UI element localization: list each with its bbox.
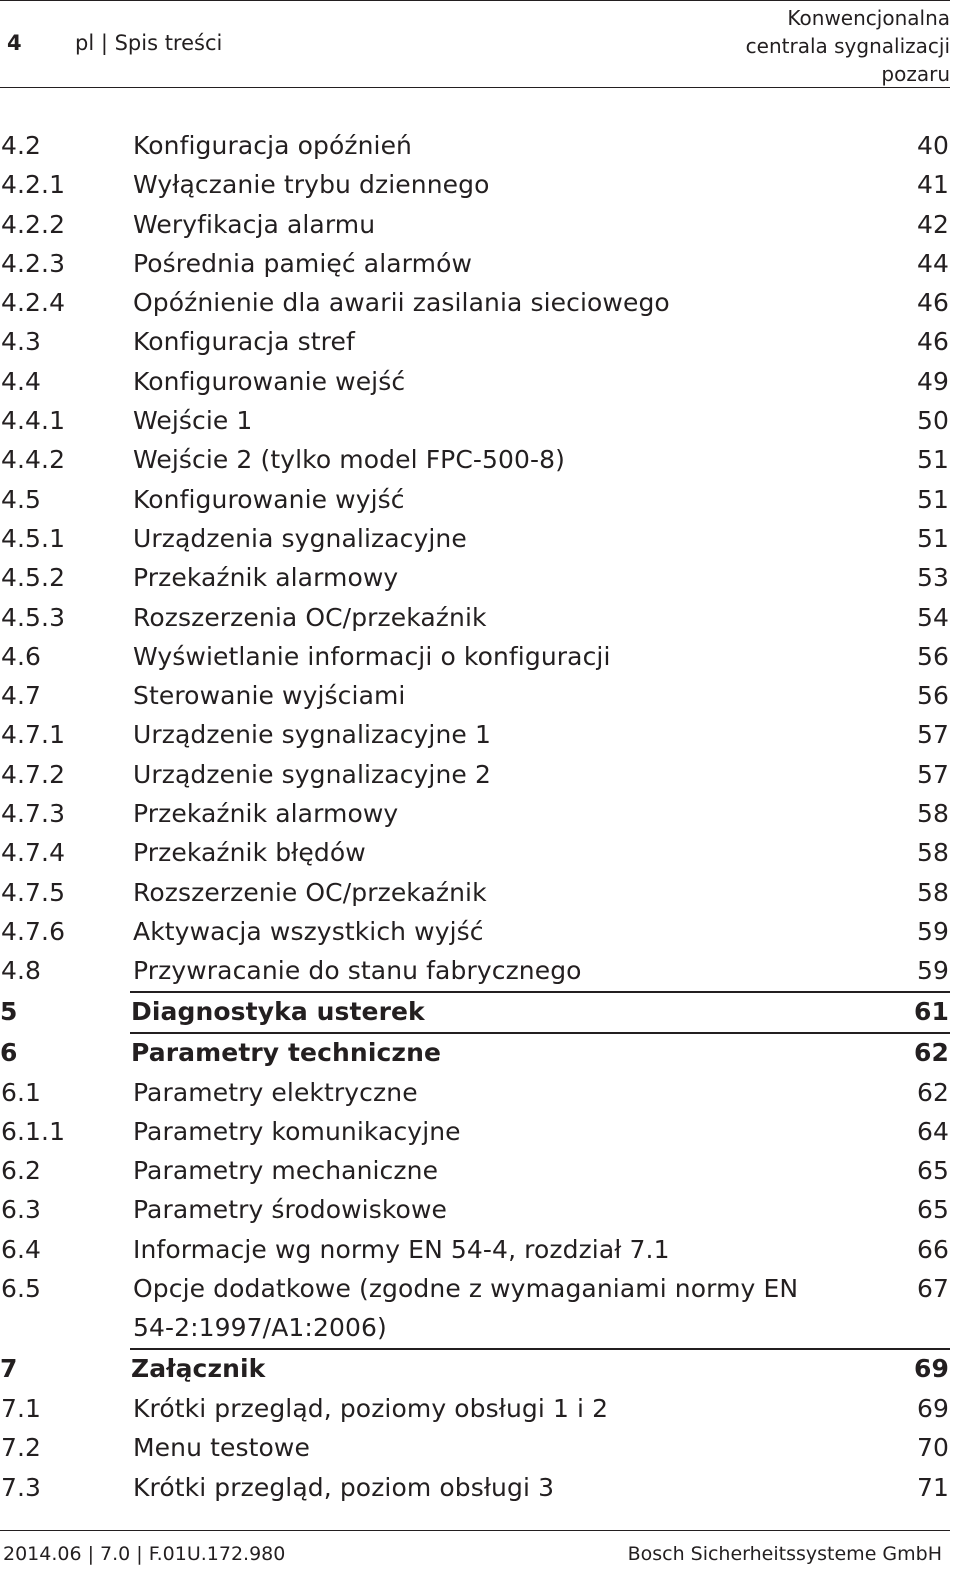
toc-entry[interactable] (0, 1468, 950, 1507)
toc-entry-title: Weryfikacja alarmu (133, 209, 376, 239)
footer-company: Bosch Sicherheitssysteme GmbH (627, 1543, 942, 1565)
toc-entry-page: 58 (916, 838, 949, 868)
toc-entry-page: 61 (914, 996, 949, 1026)
toc-entry-page: 56 (916, 681, 949, 711)
toc-entry-page: 59 (916, 916, 949, 946)
toc-entry-number: 7.3 (1, 1472, 42, 1502)
toc-entry-page: 46 (916, 327, 949, 357)
toc-entry-title: Opóźnienie dla awarii zasilania sieciowego (133, 288, 670, 318)
toc-entry-number: 6.1.1 (1, 1116, 66, 1146)
toc-entry-page: 59 (916, 956, 949, 986)
toc-entry-page: 53 (916, 563, 949, 593)
toc-entry-title: Przekaźnik błędów (133, 838, 366, 868)
toc-entry-title: Wejście 2 (tylko model FPC-500-8) (133, 445, 566, 475)
toc-entry-number: 4.4.1 (1, 406, 66, 436)
toc-entry-number: 4.7 (1, 681, 42, 711)
document-title-line: centrala sygnalizacji (745, 34, 950, 58)
toc-entry-page: 67 (916, 1274, 949, 1304)
toc-entry-number: 6.1 (1, 1077, 42, 1107)
toc-entry[interactable] (0, 637, 950, 676)
toc-entry[interactable] (0, 362, 950, 401)
toc-entry-title: Konfigurowanie wejść (133, 366, 406, 396)
toc-entry[interactable] (0, 401, 950, 440)
toc-entry-number: 4.2.3 (1, 248, 66, 278)
toc-entry-page: 65 (916, 1156, 949, 1186)
toc-entry-number: 4.7.3 (1, 799, 66, 829)
document-title (690, 4, 950, 88)
toc-entry-number: 4.7.5 (1, 877, 66, 907)
toc-entry-page: 58 (916, 877, 949, 907)
toc-entry[interactable] (0, 558, 950, 597)
toc-entry-title: Załącznik (131, 1354, 266, 1384)
toc-entry-number: 6 (0, 1037, 18, 1067)
toc-entry-page: 50 (916, 406, 949, 436)
toc-entry[interactable] (0, 598, 950, 637)
toc-entry[interactable] (0, 322, 950, 361)
toc-entry-number: 4.2.1 (1, 170, 66, 200)
toc-entry-number: 6.5 (1, 1274, 42, 1304)
page-header (0, 0, 950, 88)
toc-entry-page: 51 (916, 523, 949, 553)
toc-entry-page: 58 (916, 799, 949, 829)
page-footer (0, 1530, 950, 1580)
toc-entry-number: 4.5.1 (1, 523, 66, 553)
toc-entry-title: Rozszerzenia OC/przekaźnik (133, 602, 487, 632)
toc-entry-number: 4.2 (1, 131, 42, 160)
toc-entry[interactable] (0, 1230, 950, 1269)
toc-entry-number: 4.7.4 (1, 838, 66, 868)
toc-entry-number: 4.4 (1, 366, 42, 396)
toc-entry-title: Sterowanie wyjściami (133, 681, 406, 711)
toc-entry[interactable] (0, 1073, 950, 1112)
toc-entry-number: 4.7.2 (1, 759, 66, 789)
toc-entry[interactable] (0, 1190, 950, 1229)
toc-entry-title: Parametry mechaniczne (133, 1156, 439, 1186)
toc-entry-title: Krótki przegląd, poziom obsługi 3 (133, 1472, 555, 1502)
toc-entry-number: 4.6 (1, 641, 42, 671)
toc-chapter-entry[interactable] (0, 991, 950, 1032)
toc-entry-page: 54 (916, 602, 949, 632)
toc-entry[interactable] (0, 283, 950, 322)
toc-entry-title: Urządzenie sygnalizacyjne 2 (133, 759, 491, 789)
toc-entry[interactable] (0, 1112, 950, 1151)
toc-entry-number: 4.4.2 (1, 445, 66, 475)
toc-entry-title: Konfiguracja stref (133, 327, 355, 357)
toc-entry[interactable] (0, 126, 950, 165)
toc-entry-number: 4.7.1 (1, 720, 66, 750)
toc-entry[interactable] (0, 951, 950, 990)
toc-entry-page: 69 (914, 1354, 949, 1384)
toc-entry[interactable] (0, 1428, 950, 1467)
toc-entry-number: 5 (0, 996, 18, 1026)
toc-entry-title: Przekaźnik alarmowy (133, 799, 399, 829)
toc-entry-page: 62 (914, 1037, 949, 1067)
toc-entry-title: Rozszerzenie OC/przekaźnik (133, 877, 487, 907)
toc-entry-title: Konfigurowanie wyjść (133, 484, 405, 514)
toc-entry-page: 62 (916, 1077, 949, 1107)
toc-entry-page: 64 (916, 1116, 949, 1146)
toc-entry-title: Wejście 1 (133, 406, 253, 436)
toc-entry-title: Aktywacja wszystkich wyjść (133, 916, 484, 946)
toc-entry-title: Parametry komunikacyjne (133, 1116, 461, 1146)
toc-entry[interactable] (0, 205, 950, 244)
toc-entry-page: 51 (916, 484, 949, 514)
toc-entry[interactable] (0, 244, 950, 283)
toc-entry-title: Przekaźnik alarmowy (133, 563, 399, 593)
toc-entry-page: 69 (916, 1394, 949, 1424)
toc-entry-number: 6.4 (1, 1234, 42, 1264)
toc-entry-number: 4.3 (1, 327, 42, 357)
toc-entry-title: Menu testowe (133, 1433, 310, 1463)
toc-entry-page: 56 (916, 641, 949, 671)
toc-entry[interactable] (0, 873, 950, 912)
toc-entry-page: 44 (916, 248, 949, 278)
toc-entry-number: 4.5 (1, 484, 42, 514)
toc-entry[interactable] (0, 715, 950, 754)
toc-entry-title: Wyłączanie trybu dziennego (133, 170, 490, 200)
toc-chapter-entry[interactable] (0, 1032, 950, 1073)
document-title-line: pozaru (881, 62, 950, 86)
toc-entry[interactable] (0, 1389, 950, 1428)
toc-entry-number: 7.1 (1, 1394, 42, 1424)
toc-entry-page: 71 (916, 1472, 949, 1502)
toc-entry-title: Wyświetlanie informacji o konfiguracji (133, 641, 611, 671)
page-number: 4 (7, 31, 22, 55)
toc-entry-title: Konfiguracja opóźnień (133, 131, 413, 160)
toc-entry-title: Urządzenia sygnalizacyjne (133, 523, 467, 553)
toc-entry-page: 51 (916, 445, 949, 475)
toc-entry[interactable] (0, 794, 950, 833)
toc-entry[interactable] (0, 440, 950, 479)
toc-entry-page: 49 (916, 366, 949, 396)
toc-entry-number: 7.2 (1, 1433, 42, 1463)
toc-entry-number: 4.7.6 (1, 916, 66, 946)
toc-entry-number: 4.2.2 (1, 209, 66, 239)
toc-entry-page: 41 (916, 170, 949, 200)
toc-entry[interactable] (0, 833, 950, 872)
chapter-rule-gap (0, 991, 130, 993)
toc-entry[interactable] (0, 755, 950, 794)
toc-entry-page: 57 (916, 720, 949, 750)
toc-entry-number: 6.2 (1, 1156, 42, 1186)
toc-entry-title: Pośrednia pamięć alarmów (133, 248, 473, 278)
toc-entry[interactable] (0, 165, 950, 204)
toc-entry-title: Parametry środowiskowe (133, 1195, 447, 1225)
toc-entry[interactable] (0, 480, 950, 519)
chapter-rule-gap (0, 1348, 130, 1350)
toc-entry[interactable] (0, 1151, 950, 1190)
toc-entry-title: Krótki przegląd, poziomy obsługi 1 i 2 (133, 1394, 609, 1424)
toc-entry-number: 4.2.4 (1, 288, 66, 318)
toc-entry-page: 40 (916, 131, 949, 160)
toc-entry-title: Parametry elektryczne (133, 1077, 418, 1107)
toc-entry[interactable] (0, 676, 950, 715)
toc-entry[interactable] (0, 912, 950, 951)
toc-entry-number: 4.5.2 (1, 563, 66, 593)
table-of-contents (0, 126, 950, 1507)
document-title-line: Konwencjonalna (787, 6, 950, 30)
chapter-rule-gap (0, 1032, 130, 1034)
toc-entry[interactable] (0, 519, 950, 558)
toc-entry-number: 7 (0, 1354, 18, 1384)
toc-entry-page: 66 (916, 1234, 949, 1264)
toc-entry-title: Urządzenie sygnalizacyjne 1 (133, 720, 491, 750)
toc-entry-title: Diagnostyka usterek (131, 996, 425, 1026)
toc-entry-page: 65 (916, 1195, 949, 1225)
toc-entry-title: Opcje dodatkowe (zgodne z wymaganiami normy EN 54-2:1997/A1:2006) (133, 1274, 799, 1343)
toc-entry-number: 6.3 (1, 1195, 42, 1225)
toc-entry-page: 70 (916, 1433, 949, 1463)
toc-entry-title: Parametry techniczne (131, 1037, 442, 1067)
toc-chapter-entry[interactable] (0, 1348, 950, 1389)
toc-entry-page: 57 (916, 759, 949, 789)
section-label: pl | Spis treści (75, 31, 223, 55)
toc-entry-number: 4.5.3 (1, 602, 66, 632)
toc-entry[interactable] (0, 1269, 950, 1348)
toc-entry-title: Przywracanie do stanu fabrycznego (133, 956, 582, 986)
footer-doc-info: 2014.06 | 7.0 | F.01U.172.980 (3, 1543, 286, 1565)
toc-entry-number: 4.8 (1, 956, 42, 986)
toc-entry-page: 42 (916, 209, 949, 239)
toc-entry-page: 46 (916, 288, 949, 318)
toc-entry-title: Informacje wg normy EN 54-4, rozdział 7.1 (133, 1234, 670, 1264)
